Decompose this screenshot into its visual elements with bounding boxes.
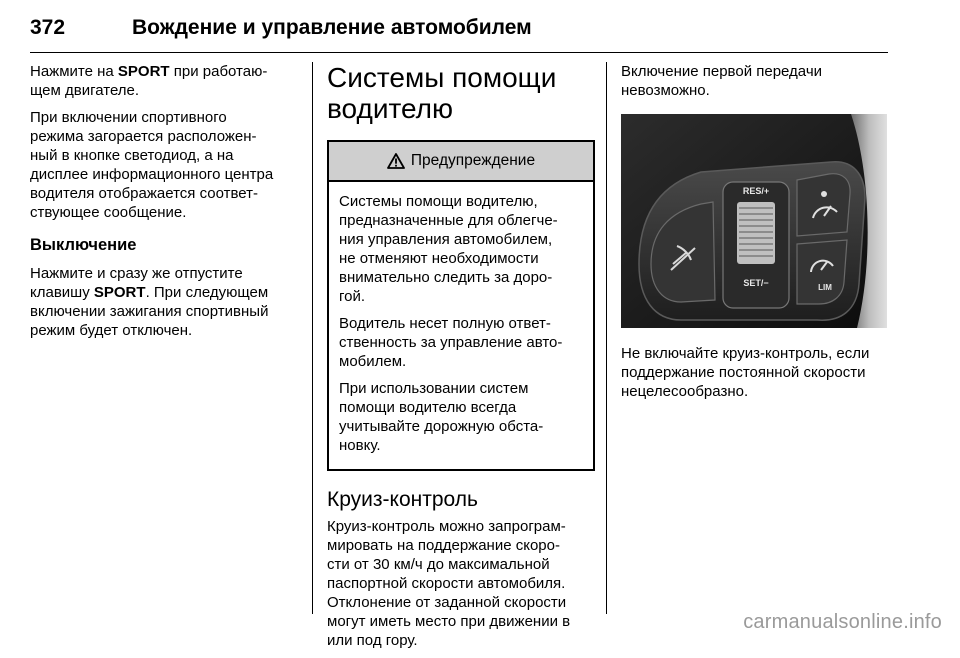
column-1 bbox=[30, 62, 296, 348]
paragraph bbox=[30, 108, 296, 222]
paragraph bbox=[621, 62, 887, 100]
paragraph bbox=[327, 517, 595, 650]
steering-wheel-controls-photo bbox=[621, 114, 887, 328]
column-3 bbox=[621, 62, 887, 409]
text: внимательно следить за доро- bbox=[339, 269, 553, 286]
text: паспортной скорости автомобиля. bbox=[327, 575, 566, 592]
warning-box bbox=[327, 140, 595, 471]
text: могут иметь место при движении в bbox=[327, 613, 571, 630]
text: поддержание постоянной скорости bbox=[621, 364, 866, 381]
text: ственность за управление авто- bbox=[339, 334, 563, 351]
text: нецелесообразно. bbox=[621, 383, 749, 400]
text: гой. bbox=[339, 288, 366, 305]
column-divider bbox=[312, 62, 313, 614]
text: не отменяют необходимости bbox=[339, 250, 539, 267]
thumbwheel bbox=[737, 202, 775, 264]
text: мобилем. bbox=[339, 353, 407, 370]
text: Системы помощи bbox=[327, 62, 557, 93]
text: или под гору. bbox=[327, 632, 418, 649]
text: предназначенные для облегче- bbox=[339, 212, 558, 229]
text: ствующее сообщение. bbox=[30, 204, 187, 221]
section-title bbox=[327, 62, 595, 124]
column-2 bbox=[327, 62, 595, 658]
warning-header bbox=[329, 142, 593, 182]
warning-body bbox=[329, 182, 593, 469]
text: При включении спортивного bbox=[30, 109, 227, 126]
text: щем двигателе. bbox=[30, 82, 140, 99]
text: сти от 30 км/ч до максимальной bbox=[327, 556, 550, 573]
text: при работаю- bbox=[169, 63, 268, 80]
text: мировать на поддержание скоро- bbox=[327, 537, 560, 554]
text: водителя отображается соответ- bbox=[30, 185, 258, 202]
subheading-off: Выключение bbox=[30, 236, 137, 254]
text: При использовании систем bbox=[339, 380, 529, 397]
warning-triangle-icon bbox=[387, 153, 405, 169]
text: Нажмите на bbox=[30, 63, 118, 80]
sport-button-label: SPORT bbox=[93, 284, 146, 301]
text: водителю bbox=[327, 93, 453, 124]
text: Системы помощи водителю, bbox=[339, 193, 538, 210]
text: учитывайте дорожную обста- bbox=[339, 418, 544, 435]
set-label: SET/− bbox=[743, 278, 769, 288]
text: новку. bbox=[339, 437, 381, 454]
text: дисплее информационного центра bbox=[30, 166, 274, 183]
paragraph bbox=[339, 379, 583, 455]
subsection-title: Круиз-контроль bbox=[327, 488, 478, 511]
paragraph bbox=[339, 314, 583, 371]
text: Включение первой передачи bbox=[621, 63, 823, 80]
text: клавишу bbox=[30, 284, 94, 301]
text: Нажмите и сразу же отпустите bbox=[30, 265, 243, 282]
page-header bbox=[30, 16, 888, 53]
text: режим будет отключен. bbox=[30, 322, 193, 339]
res-label: RES/+ bbox=[742, 186, 770, 196]
text: невозможно. bbox=[621, 82, 710, 99]
text: ния управления автомобилем, bbox=[339, 231, 553, 248]
paragraph bbox=[339, 192, 583, 306]
paragraph bbox=[30, 62, 296, 100]
text: . При следующем bbox=[145, 284, 269, 301]
paragraph bbox=[30, 264, 296, 340]
text: включении зажигания спортивный bbox=[30, 303, 269, 320]
text: Водитель несет полную ответ- bbox=[339, 315, 551, 332]
text: ный в кнопке светодиод, а на bbox=[30, 147, 234, 164]
sport-button-label: SPORT bbox=[117, 63, 170, 80]
steering-wheel-illustration bbox=[621, 114, 887, 328]
chapter-title: Вождение и управление автомобилем bbox=[132, 16, 532, 39]
lim-label: LIM bbox=[818, 283, 832, 292]
warning-label: Предупреждение bbox=[410, 152, 536, 169]
watermark: carmanualsonline.info bbox=[743, 611, 942, 633]
text: помощи водителю всегда bbox=[339, 399, 517, 416]
page-number: 372 bbox=[30, 16, 66, 39]
text: Отклонение от заданной скорости bbox=[327, 594, 567, 611]
column-divider bbox=[606, 62, 607, 614]
text: Круиз-контроль можно запрограм- bbox=[327, 518, 566, 535]
paragraph bbox=[621, 344, 887, 401]
text: режима загорается расположен- bbox=[30, 128, 257, 145]
text: Не включайте круиз-контроль, если bbox=[621, 345, 870, 362]
